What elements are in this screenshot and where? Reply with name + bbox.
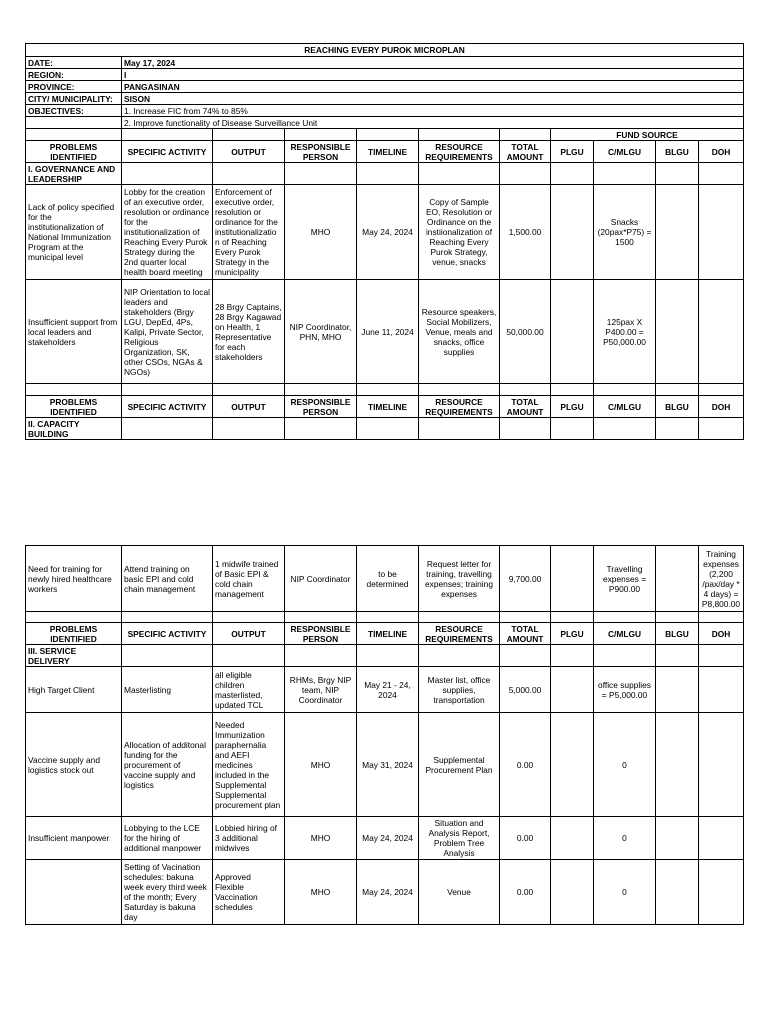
- doh-cell: [699, 185, 744, 280]
- blgu-cell: [656, 817, 699, 860]
- blank-cell: [419, 418, 500, 440]
- header-resources: RESOURCE REQUIREMENTS: [419, 141, 500, 163]
- header-cmlgu: C/MLGU: [594, 623, 656, 645]
- person-cell: NIP Coordinator: [285, 546, 357, 612]
- header-cmlgu: C/MLGU: [594, 141, 656, 163]
- timeline-cell: June 11, 2024: [357, 280, 419, 384]
- timeline-cell: May 24, 2024: [357, 860, 419, 925]
- blank-cell: [357, 384, 419, 396]
- blank-cell: [656, 163, 699, 185]
- person-cell: NIP Coordinator, PHN, MHO: [285, 280, 357, 384]
- timeline-cell: May 24, 2024: [357, 817, 419, 860]
- blank-cell: [285, 612, 357, 623]
- table-row: [26, 546, 744, 612]
- blank-cell: [213, 612, 285, 623]
- header-plgu: PLGU: [551, 396, 594, 418]
- person-cell: MHO: [285, 817, 357, 860]
- blank-cell: [285, 129, 357, 141]
- blank-cell: [594, 163, 656, 185]
- city-label: CITY/ MUNICIPALITY:: [26, 93, 122, 105]
- total-cell: 5,000.00: [500, 667, 551, 713]
- objectives-label: OBJECTIVES:: [26, 105, 122, 117]
- blank-cell: [285, 418, 357, 440]
- blank-cell: [656, 612, 699, 623]
- blank-cell: [122, 129, 213, 141]
- table-row: [26, 185, 744, 280]
- blank-cell: [419, 163, 500, 185]
- date-label: DATE:: [26, 57, 122, 69]
- output-cell: 28 Brgy Captains, 28 Brgy Kagawad on Health, 1 Representative for each stakeholders: [213, 280, 285, 384]
- blank-cell: [500, 129, 551, 141]
- doh-cell: Training expenses (2,200 /pax/day * 4 days) = P8,800.00: [699, 546, 744, 612]
- header-doh: DOH: [699, 623, 744, 645]
- blank-cell: [419, 384, 500, 396]
- header-total: TOTAL AMOUNT: [500, 623, 551, 645]
- doh-cell: [699, 817, 744, 860]
- blank-cell: [699, 612, 744, 623]
- date-value: May 17, 2024: [122, 57, 744, 69]
- person-cell: RHMs, Brgy NIP team, NIP Coordinator: [285, 667, 357, 713]
- resources-cell: Resource speakers, Social Mobilizers, Venue, meals and snacks, office supplies: [419, 280, 500, 384]
- blank-cell: [594, 645, 656, 667]
- microplan-table-page1: [25, 43, 744, 440]
- resources-cell: Request letter for training, travelling expenses; training expenses: [419, 546, 500, 612]
- blank-cell: [594, 384, 656, 396]
- problem-cell: [26, 860, 122, 925]
- header-blgu: BLGU: [656, 623, 699, 645]
- blgu-cell: [656, 860, 699, 925]
- blank-cell: [699, 163, 744, 185]
- blank-cell: [699, 645, 744, 667]
- header-person: RESPONSIBLE PERSON: [285, 396, 357, 418]
- header-total: TOTAL AMOUNT: [500, 396, 551, 418]
- microplan-table-page2: [25, 545, 744, 925]
- blank-cell: [500, 612, 551, 623]
- table-row: [26, 280, 744, 384]
- blank-cell: [213, 384, 285, 396]
- blank-cell: [285, 163, 357, 185]
- blank-cell: [357, 612, 419, 623]
- header-plgu: PLGU: [551, 623, 594, 645]
- header-output: OUTPUT: [213, 396, 285, 418]
- region-value: I: [122, 69, 744, 81]
- blank-cell: [551, 418, 594, 440]
- total-cell: 0.00: [500, 860, 551, 925]
- header-activity: SPECIFIC ACTIVITY: [122, 396, 213, 418]
- blank-cell: [551, 645, 594, 667]
- blank-cell: [551, 384, 594, 396]
- resources-cell: Venue: [419, 860, 500, 925]
- header-problems: PROBLEMS IDENTIFIED: [26, 141, 122, 163]
- header-timeline: TIMELINE: [357, 396, 419, 418]
- output-cell: 1 midwife trained of Basic EPI & cold chain management: [213, 546, 285, 612]
- blank-cell: [213, 129, 285, 141]
- header-timeline: TIMELINE: [357, 141, 419, 163]
- province-label: PROVINCE:: [26, 81, 122, 93]
- plgu-cell: [551, 185, 594, 280]
- person-cell: MHO: [285, 860, 357, 925]
- resources-cell: Copy of Sample EO, Resolution or Ordinance on the instiionalization of Reaching Every Purok Strategy, venue, snacks: [419, 185, 500, 280]
- timeline-cell: May 31, 2024: [357, 713, 419, 817]
- section-capacity-building: II. CAPACITY BUILDING: [26, 418, 122, 440]
- table-row: [26, 667, 744, 713]
- total-cell: 50,000.00: [500, 280, 551, 384]
- header-activity: SPECIFIC ACTIVITY: [122, 141, 213, 163]
- header-blgu: BLGU: [656, 141, 699, 163]
- problem-cell: Need for training for newly hired healthcare workers: [26, 546, 122, 612]
- header-doh: DOH: [699, 396, 744, 418]
- doh-cell: [699, 667, 744, 713]
- cmlgu-cell: office supplies = P5,000.00: [594, 667, 656, 713]
- header-resources: RESOURCE REQUIREMENTS: [419, 396, 500, 418]
- plgu-cell: [551, 280, 594, 384]
- activity-cell: Lobbying to the LCE for the hiring of additional manpower: [122, 817, 213, 860]
- header-output: OUTPUT: [213, 623, 285, 645]
- blank-cell: [26, 612, 122, 623]
- blank-cell: [419, 612, 500, 623]
- timeline-cell: May 24, 2024: [357, 185, 419, 280]
- header-timeline: TIMELINE: [357, 623, 419, 645]
- fund-source-header: FUND SOURCE: [551, 129, 744, 141]
- blank-cell: [656, 645, 699, 667]
- blgu-cell: [656, 280, 699, 384]
- activity-cell: Allocation of additonal funding for the procurement of vaccine supply and logistics: [122, 713, 213, 817]
- activity-cell: Setting of Vacination schedules: bakuna week every third week of the month; Every Saturday is bakuna day: [122, 860, 213, 925]
- total-cell: 0.00: [500, 713, 551, 817]
- city-value: SISON: [122, 93, 744, 105]
- blank-cell: [122, 612, 213, 623]
- cmlgu-cell: 0: [594, 817, 656, 860]
- total-cell: 1,500.00: [500, 185, 551, 280]
- section-service-delivery: III. SERVICE DELIVERY: [26, 645, 122, 667]
- problem-cell: Lack of policy specified for the institutionalization of National Immunization Program at the municipal level: [26, 185, 122, 280]
- header-resources: RESOURCE REQUIREMENTS: [419, 623, 500, 645]
- blank-cell: [26, 117, 122, 129]
- activity-cell: Masterlisting: [122, 667, 213, 713]
- blank-cell: [551, 163, 594, 185]
- blank-cell: [122, 418, 213, 440]
- table-row: [26, 817, 744, 860]
- output-cell: all eligible children masterlisted, updated TCL: [213, 667, 285, 713]
- blank-cell: [213, 645, 285, 667]
- objective-1: 1. Increase FIC from 74% to 85%: [122, 105, 744, 117]
- table-row: [26, 713, 744, 817]
- province-value: PANGASINAN: [122, 81, 744, 93]
- problem-cell: Insufficient support from local leaders and stakeholders: [26, 280, 122, 384]
- blgu-cell: [656, 667, 699, 713]
- cmlgu-cell: Snacks (20pax*P75) = 1500: [594, 185, 656, 280]
- plgu-cell: [551, 546, 594, 612]
- plgu-cell: [551, 860, 594, 925]
- blank-cell: [500, 163, 551, 185]
- plgu-cell: [551, 817, 594, 860]
- header-problems: PROBLEMS IDENTIFIED: [26, 623, 122, 645]
- doh-cell: [699, 860, 744, 925]
- header-cmlgu: C/MLGU: [594, 396, 656, 418]
- timeline-cell: May 21 - 24, 2024: [357, 667, 419, 713]
- output-cell: Approved Flexible Vaccination schedules: [213, 860, 285, 925]
- blank-cell: [656, 384, 699, 396]
- cmlgu-cell: 125pax X P400.00 = P50,000.00: [594, 280, 656, 384]
- blank-cell: [213, 418, 285, 440]
- header-blgu: BLGU: [656, 396, 699, 418]
- blank-cell: [122, 163, 213, 185]
- blank-cell: [699, 384, 744, 396]
- plgu-cell: [551, 667, 594, 713]
- blank-cell: [594, 418, 656, 440]
- blank-cell: [551, 612, 594, 623]
- activity-cell: NIP Orientation to local leaders and stakeholders (Brgy LGU, DepEd, 4Ps, Kalipi, Private Sector, Religious Organization, SK, other CSOs, NGAs & NGOs): [122, 280, 213, 384]
- page-title: REACHING EVERY PUROK MICROPLAN: [26, 44, 744, 57]
- header-person: RESPONSIBLE PERSON: [285, 623, 357, 645]
- blgu-cell: [656, 185, 699, 280]
- doh-cell: [699, 713, 744, 817]
- blank-cell: [357, 645, 419, 667]
- blank-cell: [699, 418, 744, 440]
- blank-cell: [26, 129, 122, 141]
- blgu-cell: [656, 546, 699, 612]
- person-cell: MHO: [285, 713, 357, 817]
- total-cell: 0.00: [500, 817, 551, 860]
- blank-cell: [656, 418, 699, 440]
- blank-cell: [213, 163, 285, 185]
- section-governance: I. GOVERNANCE AND LEADERSHIP: [26, 163, 122, 185]
- cmlgu-cell: 0: [594, 860, 656, 925]
- blank-cell: [500, 418, 551, 440]
- activity-cell: Lobby for the creation of an executive order, resolution or ordinance for the institutionalization of Reaching Every Purok Strategy during the 2nd quarter local health board meeting: [122, 185, 213, 280]
- blank-cell: [285, 645, 357, 667]
- header-person: RESPONSIBLE PERSON: [285, 141, 357, 163]
- header-output: OUTPUT: [213, 141, 285, 163]
- header-doh: DOH: [699, 141, 744, 163]
- problem-cell: Insufficient manpower: [26, 817, 122, 860]
- cmlgu-cell: Travelling expenses = P900.00: [594, 546, 656, 612]
- blank-cell: [419, 129, 500, 141]
- header-problems: PROBLEMS IDENTIFIED: [26, 396, 122, 418]
- resources-cell: Situation and Analysis Report, Problem Tree Analysis: [419, 817, 500, 860]
- header-activity: SPECIFIC ACTIVITY: [122, 623, 213, 645]
- output-cell: Lobbied hiring of 3 additional midwives: [213, 817, 285, 860]
- blank-cell: [500, 645, 551, 667]
- blank-cell: [122, 384, 213, 396]
- activity-cell: Attend training on basic EPI and cold chain management: [122, 546, 213, 612]
- blank-cell: [500, 384, 551, 396]
- blank-cell: [26, 384, 122, 396]
- timeline-cell: to be determined: [357, 546, 419, 612]
- doh-cell: [699, 280, 744, 384]
- blank-cell: [357, 163, 419, 185]
- plgu-cell: [551, 713, 594, 817]
- total-cell: 9,700.00: [500, 546, 551, 612]
- problem-cell: Vaccine supply and logistics stock out: [26, 713, 122, 817]
- problem-cell: High Target Client: [26, 667, 122, 713]
- output-cell: Enforcement of executive order, resolution or ordinance for the institutionalizatio n of Reaching Every Purok Strategy in the municipality: [213, 185, 285, 280]
- region-label: REGION:: [26, 69, 122, 81]
- resources-cell: Supplemental Procurement Plan: [419, 713, 500, 817]
- blank-cell: [122, 645, 213, 667]
- output-cell: Needed Immunization paraphernalia and AEFI medicines included in the Supplemental Supplemental procurement plan: [213, 713, 285, 817]
- cmlgu-cell: 0: [594, 713, 656, 817]
- blank-cell: [357, 129, 419, 141]
- blank-cell: [594, 612, 656, 623]
- person-cell: MHO: [285, 185, 357, 280]
- table-row: [26, 860, 744, 925]
- blank-cell: [357, 418, 419, 440]
- blank-cell: [419, 645, 500, 667]
- blgu-cell: [656, 713, 699, 817]
- blank-cell: [285, 384, 357, 396]
- header-total: TOTAL AMOUNT: [500, 141, 551, 163]
- objective-2: 2. Improve functionality of Disease Surveillance Unit: [122, 117, 744, 129]
- header-plgu: PLGU: [551, 141, 594, 163]
- resources-cell: Master list, office supplies, transportation: [419, 667, 500, 713]
